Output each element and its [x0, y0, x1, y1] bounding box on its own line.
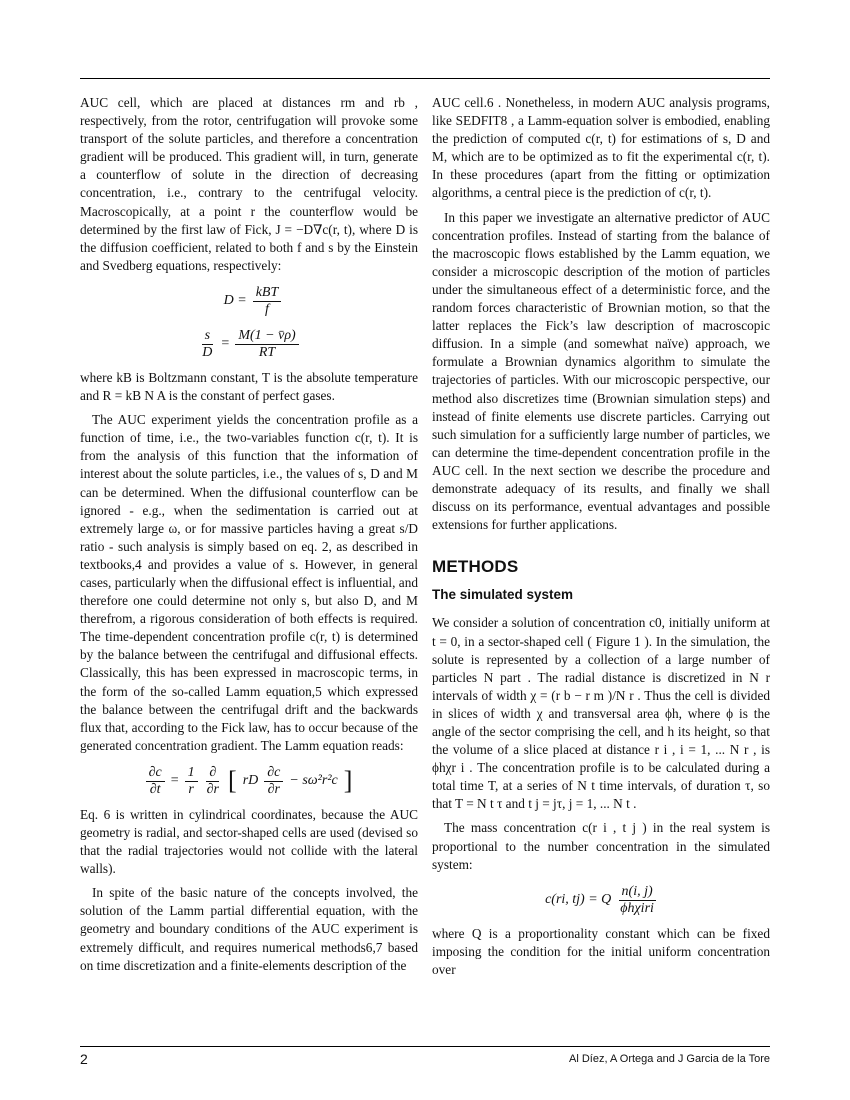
- fraction-denominator: ∂r: [267, 781, 280, 797]
- paragraph: In this paper we investigate an alternative predictor of AUC concentration profiles. Instead of starting from the balance of the macroscopic flows established by the Lamm equation, we consider a microscopic description of the motion of particles under the simultaneous effect of a deterministic force, and the random forces characteristic of Brownian motion, so that the latter replaces the Fick’s law description of macroscopic diffusion. In a simple (and somewhat naïve) approach, we formulate a Brownian dynamics algorithm to simulate the trajectories of particles. With our microscopic perspective, our method also discretizes time (Brownian simulation steps) and instead of finite elements use discrete particles. Carrying out such simulation for a sufficiently large number of particles, we can determine the time-dependent concentration profile in the AUC cell. In the next section we describe the procedure and demonstrate adequacy of its results, and finally we shall discuss on its performance, eventual advantages and possible extensions for further applications.: [432, 209, 770, 533]
- paragraph: The mass concentration c(r i , t j ) in the real system is proportional to the number concentration in the simulated system:: [432, 820, 770, 872]
- equation-concentration: [432, 884, 770, 917]
- left-bracket: [: [228, 766, 237, 796]
- equation-term: rD: [242, 773, 259, 789]
- fraction-denominator: f: [265, 301, 269, 317]
- equation-fraction: [264, 765, 283, 798]
- running-head: Al Díez, A Ortega and J Garcia de la Tore: [569, 1053, 770, 1065]
- fraction-denominator: r: [188, 781, 194, 797]
- paragraph: We consider a solution of concentration c0, initially uniform at t = 0, in a sector-shaped cell ( Figure 1 ). In the simulation, the solute is represented by a collection of a large number of particles N part . The radial distance is discretized in N r intervals of width χ = (r b − r m )/N r . Thus the cell is divided in slices of width χ and transversal area ϕh, where ϕ is the angle of the sector comprising the cell, and h its height, so that the volume of a slice placed at distance r i , i = 1, ... N r , is ϕhχr i . The concentration profile is to be calculated during a total time T, at a series of N t time intervals, of duration τ, so that T = N t τ and t j = jτ, j = 1, ... N t .: [432, 615, 770, 812]
- fraction-numerator: 1: [185, 765, 198, 782]
- fraction-numerator: ∂c: [264, 765, 283, 782]
- paragraph: Eq. 6 is written in cylindrical coordinates, because the AUC geometry is radial, and sector-shaped cells are used (devised so that the radial trajectories would not collide with the lateral walls).: [80, 806, 418, 877]
- fraction-numerator: s: [202, 328, 213, 345]
- right-column: [432, 94, 770, 985]
- paragraph: In spite of the basic nature of the concepts involved, the solution of the Lamm partial differential equation, with the geometry and boundary conditions of the AUC experiment is extremely difficult, and requires numerical methods6,7 based on time discretization and a finite-elements description of the: [80, 885, 418, 973]
- equation-lhs: c(ri, tj) = Q: [545, 892, 612, 908]
- equation-lhs-fraction: [199, 328, 215, 361]
- equation-fraction: [235, 328, 298, 361]
- fraction-numerator: M(1 − v̄ρ): [235, 328, 298, 345]
- paragraph: AUC cell.6 . Nonetheless, in modern AUC analysis programs, like SEDFIT8 , a Lamm-equation solver is embodied, enabling the prediction of computed c(r, t) for estimations of s, D and M, which are to be optimized as to fit the experimental c(r, t). In these procedures (apart from the fitting or optimization algorithms, a central piece is the prediction of c(r, t).: [432, 95, 770, 201]
- paragraph: The AUC experiment yields the concentration profile as a function of time, i.e., the two-variables function c(r, t). It is from the analysis of this function that the information of interest about the solute particles, i.e., the values of s, D and M can be determined. When the diffusional counterflow can be ignored - e.g., when the sedimentation is carried out at extremely large ω, or for massive particles having a great s/D ratio - such analysis is simply based on eq. 2, as described in textbooks,4 and provides a value of s. However, in general cases, particularly when the diffusional effect is influential, and therefore one could determine not only s, but also D, and M therefrom, a rigorous consideration of both effects is required. The time-dependent concentration profile c(r, t) is determined by the balance between the centrifugal and diffusional effects. Classically, this has been expressed in macroscopic terms, in the form of the so-called Lamm equation,5 which expressed the balance between the centrifugal drift and the backwards flux that, according to the Fick law, has to occur because of the generated concentration gradient. The Lamm equation reads:: [80, 412, 418, 753]
- fraction-denominator: RT: [258, 344, 276, 360]
- page-number: 2: [80, 1051, 88, 1067]
- paragraph: where kB is Boltzmann constant, T is the absolute temperature and R = kB N A is the constant of perfect gases.: [80, 369, 418, 404]
- fraction-denominator: D: [202, 344, 213, 360]
- fraction-numerator: ∂: [206, 765, 219, 782]
- equation-einstein: [80, 285, 418, 318]
- left-column: [80, 94, 418, 981]
- header-rule: [80, 78, 770, 79]
- equation-fraction: [204, 765, 222, 798]
- fraction-numerator: n(i, j): [619, 884, 656, 901]
- fraction-numerator: ∂c: [146, 765, 165, 782]
- right-bracket: ]: [343, 766, 353, 796]
- equation-lhs-fraction: [146, 765, 165, 798]
- equation-fraction: [617, 884, 657, 917]
- equation-svedberg: [80, 328, 418, 361]
- paragraph: where Q is a proportionality constant which can be fixed imposing the condition for the initial uniform concentration over: [432, 925, 770, 977]
- equation-fraction: [253, 285, 282, 318]
- fraction-numerator: kBT: [253, 285, 282, 302]
- fraction-denominator: ∂t: [149, 781, 161, 797]
- footer-rule: [80, 1046, 770, 1047]
- paragraph: AUC cell, which are placed at distances rm and rb , respectively, from the rotor, centrifugation will provoke some transport of the solute particles, and therefore a concentration gradient will be produced. This gradient will, in turn, generate a counterflow of solute in the direction of decreasing concentration, i.e., contrary to the centrifugal velocity. Macroscopically, at a point r the counterflow would be determined by the first law of Fick, J = −D∇c(r, t), where D is the diffusion coefficient, related to both f and s by the Einstein and Svedberg equations, respectively:: [80, 95, 418, 273]
- section-heading: METHODS: [432, 557, 519, 577]
- subsection-heading: The simulated system: [432, 587, 574, 603]
- equals-sign: =: [170, 773, 179, 789]
- fraction-denominator: ∂r: [206, 781, 220, 797]
- fraction-denominator: ϕhχiri: [620, 900, 654, 916]
- equation-fraction: [185, 765, 198, 798]
- equation-term: − sω²r²c: [289, 773, 338, 789]
- equation-lamm: [80, 765, 418, 798]
- equation-lhs: D =: [223, 293, 247, 309]
- equals-sign: =: [221, 336, 230, 352]
